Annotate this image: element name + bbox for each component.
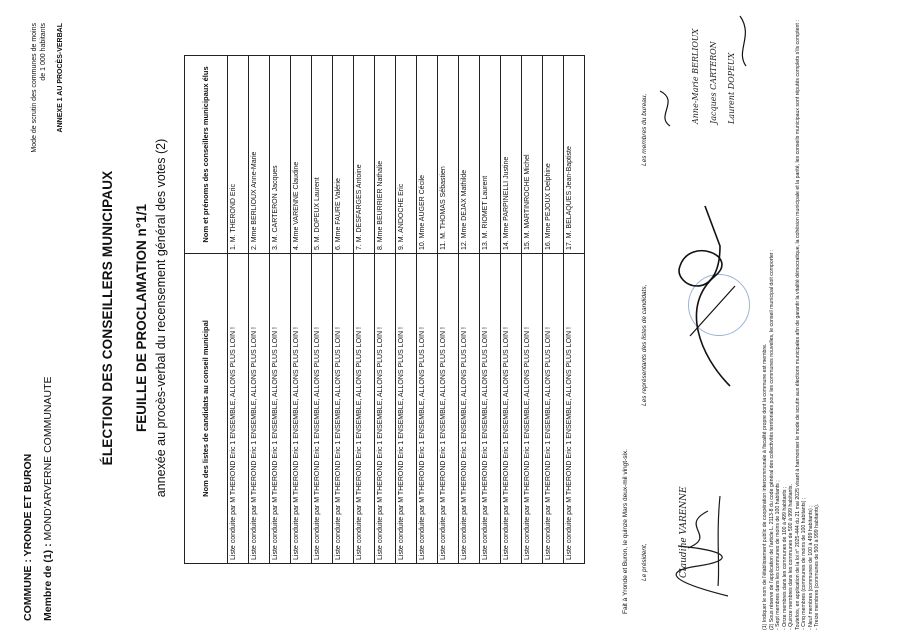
table-row [396, 56, 417, 564]
membres-label: Les membres du bureau, [641, 93, 648, 166]
table-row [564, 56, 585, 564]
elected-cell: 17. M. BELAQUES Jean-Baptiste [564, 56, 585, 254]
list-cell: Liste conduite par M THEROND Eric 1 ENSEMBLE, ALLONS PLUS LOIN ! [333, 254, 354, 564]
table-header-row [185, 56, 228, 564]
elected-cell: 6. Mme FAURE Valérie [333, 56, 354, 254]
table-row [438, 56, 459, 564]
list-cell: Liste conduite par M THEROND Eric 1 ENSEMBLE, ALLONS PLUS LOIN ! [270, 254, 291, 564]
president-signature [658, 486, 738, 606]
elected-cell: 13. M. RIOMET Laurent [480, 56, 501, 254]
list-cell: Liste conduite par M THEROND Eric 1 ENSEMBLE, ALLONS PLUS LOIN ! [228, 254, 249, 564]
list-cell: Liste conduite par M THEROND Eric 1 ENSEMBLE, ALLONS PLUS LOIN ! [417, 254, 438, 564]
elected-cell: 5. M. DOPEUX Laurent [312, 56, 333, 254]
list-cell: Liste conduite par M THEROND Eric 1 ENSEMBLE, ALLONS PLUS LOIN ! [438, 254, 459, 564]
table-row [249, 56, 270, 564]
list-cell: Liste conduite par M THEROND Eric 1 ENSEMBLE, ALLONS PLUS LOIN ! [354, 254, 375, 564]
table-row [354, 56, 375, 564]
list-cell: Liste conduite par M THEROND Eric 1 ENSEMBLE, ALLONS PLUS LOIN ! [501, 254, 522, 564]
footnote-line: - Quinze membres dans les communes de 500 à 999 habitants. [788, 484, 794, 630]
page-title: ÉLECTION DES CONSEILLERS MUNICIPAUX [100, 170, 115, 466]
list-cell: Liste conduite par M THEROND Eric 1 ENSEMBLE, ALLONS PLUS LOIN ! [522, 254, 543, 564]
list-cell: Liste conduite par M THEROND Eric 1 ENSEMBLE, ALLONS PLUS LOIN ! [480, 254, 501, 564]
scrutin-note: Mode de scrutin des communes de moins de 1 000 habitants [31, 23, 47, 153]
elected-cell: 9. M. ANDOCHE Eric [396, 56, 417, 254]
members-signatures [650, 6, 760, 136]
commune-line [22, 454, 34, 621]
annexe-label: ANNEXE 1 AU PROCÈS-VERBAL [57, 23, 64, 133]
elected-cell: 14. Mme PARPINELLI Justine [501, 56, 522, 254]
table-row [522, 56, 543, 564]
table-row [228, 56, 249, 564]
president-label: Le président, [641, 543, 648, 581]
commune-prefix: COMMUNE : [22, 556, 34, 621]
proclamation-title: FEUILLE DE PROCLAMATION n°1/1 [134, 204, 149, 432]
membre-line [42, 376, 54, 621]
member-handwriting-1: Anne-Marie BERLIOUX [691, 28, 700, 124]
elected-cell: 15. M. MARTINROCHE Michel [522, 56, 543, 254]
table-row [375, 56, 396, 564]
elected-cell: 8. Mme BEURRIER Nathalie [375, 56, 396, 254]
list-cell: Liste conduite par M THEROND Eric 1 ENSEMBLE, ALLONS PLUS LOIN ! [375, 254, 396, 564]
elected-cell: 4. Mme VARENNE Claudine [291, 56, 312, 254]
table-row [501, 56, 522, 564]
footnote-line: - Sept membres dans les communes de moins de 100 habitants ; [775, 480, 781, 630]
footnote-line: - Treize membres (communes de 500 à 999 habitants). [814, 503, 820, 630]
table-row [417, 56, 438, 564]
table-row [480, 56, 501, 564]
elected-cell: 1. M. THEROND Eric [228, 56, 249, 254]
list-cell: Liste conduite par M THEROND Eric 1 ENSEMBLE, ALLONS PLUS LOIN ! [543, 254, 564, 564]
table-row [333, 56, 354, 564]
footnote-line: (2) Sous réserve de l'application de l'article L. 2113-8 du code général des collectivités territoriales pour les communes nouvelles, le conseil municipal doit comporter : [768, 249, 775, 630]
elected-cell: 12. Mme DEJAX Mathilde [459, 56, 480, 254]
proclamation-subtitle: annexée au procès-verbal du recensement général des votes (2) [154, 138, 168, 498]
elected-cell: 10. Mme AUGER Cécile [417, 56, 438, 254]
footnote-line: Toutefois, en application de la loi n° 2025-444 du 21 mai 2025 visant à harmoniser le mode de scrutin aux élections municipales afin de garantir la vitalité démocratique, la cohésion municipale et la parité, les conseils municipaux sont réputés complets s'ils comptent : [794, 20, 801, 630]
elected-councillors-table [184, 55, 585, 564]
membre-prefix: Membre de (1) : [42, 540, 54, 621]
list-cell: Liste conduite par M THEROND Eric 1 ENSEMBLE, ALLONS PLUS LOIN ! [312, 254, 333, 564]
representants-label: Les représentants des listes de candidats, [641, 284, 648, 406]
elected-cell: 7. M. DESFARGES Antoine [354, 56, 375, 254]
header-elected: Nom et prénoms des conseillers municipaux élus [185, 56, 228, 254]
table-row [291, 56, 312, 564]
member-handwriting-3: Laurent DOPEUX [727, 52, 736, 124]
list-cell: Liste conduite par M THEROND Eric 1 ENSEMBLE, ALLONS PLUS LOIN ! [396, 254, 417, 564]
footnotes [762, 6, 821, 630]
commune-name: YRONDE ET BURON [22, 453, 34, 557]
membre-name: MOND'ARVERNE COMMUNAUTE [42, 376, 54, 541]
table-row [543, 56, 564, 564]
header-lists: Nom des listes de candidats au conseil municipal [185, 254, 228, 564]
list-cell: Liste conduite par M THEROND Eric 1 ENSEMBLE, ALLONS PLUS LOIN ! [459, 254, 480, 564]
president-handwriting: Claudine VARENNE [679, 486, 689, 578]
footnote-line: - Cinq membres (communes de moins de 100 habitants) ; [801, 497, 807, 630]
member-handwriting-2: Jacques CARTERON [709, 41, 718, 124]
list-cell: Liste conduite par M THEROND Eric 1 ENSEMBLE, ALLONS PLUS LOIN ! [249, 254, 270, 564]
table-row [459, 56, 480, 564]
list-cell: Liste conduite par M THEROND Eric 1 ENSEMBLE, ALLONS PLUS LOIN ! [291, 254, 312, 564]
table-row [270, 56, 291, 564]
fait-line: Fait à Yronde et Buron, le quinze Mars deux-mil vingt-six. [622, 449, 629, 614]
elected-cell: 2. Mme BERLIOUX Anne-Marie [249, 56, 270, 254]
footnote-line: - Onze membres dans les communes de 100 à 499 habitants ; [781, 486, 788, 630]
elected-cell: 11. M. THOMAS Sébastien [438, 56, 459, 254]
table-row [312, 56, 333, 564]
footnote-line: (1) Indiquer le nom de l'établissement public de coopération intercommunale à fiscalité propre dont la commune est membre. [762, 343, 768, 630]
list-cell: Liste conduite par M THEROND Eric 1 ENSEMBLE, ALLONS PLUS LOIN ! [564, 254, 585, 564]
elected-cell: 3. M. CARTERON Jacques [270, 56, 291, 254]
elected-cell: 16. Mme PEJOUX Delphine [543, 56, 564, 254]
footnote-line: - Neuf membres (communes de 100 à 499 habitants) ; [807, 505, 814, 630]
representant-signature [660, 196, 750, 396]
